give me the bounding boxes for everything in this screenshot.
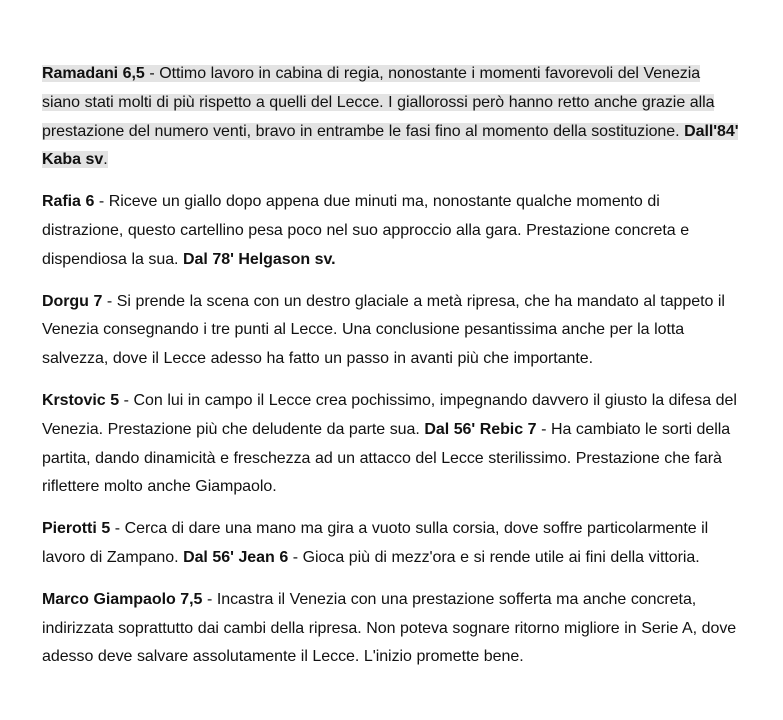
- rating-paragraph-ramadani: [42, 60, 742, 175]
- player-comment: - Ottimo lavoro in cabina di regia, nonostante i momenti favorevoli del Venezia siano stati molti di più rispetto a quelli del Lecce. I giallorossi però hanno retto anche grazie alla prestazione del numero venti, bravo in entrambe le fasi fino al momento della sostituzione.: [42, 65, 715, 140]
- player-comment: - Cerca di dare una mano ma gira a vuoto sulla corsia, dove soffre particolarmente il lavoro di Zampano.: [42, 520, 709, 566]
- rating-paragraph-krstovic: [42, 387, 742, 502]
- player-rating: Pierotti 5: [42, 520, 111, 538]
- substitute-rating: Dal 56' Rebic 7: [424, 420, 537, 438]
- article-body: [42, 60, 742, 685]
- player-comment: - Con lui in campo il Lecce crea pochissimo, impegnando davvero il giusto la difesa del Venezia. Prestazione più che deludente da parte sua.: [42, 391, 737, 438]
- punctuation: .: [103, 151, 108, 169]
- player-rating: Ramadani 6,5: [42, 65, 145, 82]
- player-rating: Krstovic 5: [42, 391, 120, 409]
- substitute-rating: Dal 56' Jean 6: [183, 548, 289, 566]
- selected-text-highlight[interactable]: [42, 65, 738, 168]
- rating-paragraph-dorgu: [42, 288, 742, 374]
- player-rating: Dorgu 7: [42, 292, 103, 310]
- player-comment: - Riceve un giallo dopo appena due minuti ma, nonostante qualche momento di distrazione, questo cartellino pesa poco nel suo approccio alla gara. Prestazione concreta e dispendiosa la sua.: [42, 193, 690, 268]
- rating-paragraph-coach: [42, 586, 742, 672]
- substitute-rating: Dal 78' Helgason sv.: [183, 250, 336, 268]
- player-comment: - Si prende la scena con un destro glaciale a metà ripresa, che ha mandato al tappeto il Venezia consegnando i tre punti al Lecce. Una conclusione pesantissima anche per la lotta salvezza, dove il Lecce adesso ha fatto un passo in avanti più che importante.: [42, 292, 725, 368]
- coach-rating: Marco Giampaolo 7,5: [42, 590, 203, 608]
- player-rating: Rafia 6: [42, 193, 95, 211]
- substitute-rating: Dall'84' Kaba sv: [42, 122, 739, 169]
- rating-paragraph-pierotti: [42, 515, 742, 573]
- substitute-comment: - Gioca più di mezz'ora e si rende utile ai fini della vittoria.: [288, 548, 700, 566]
- substitute-comment: - Ha cambiato le sorti della partita, dando dinamicità e freschezza ad un attacco del Lecce sterilissimo. Prestazione che farà riflettere molto anche Giampaolo.: [42, 420, 731, 496]
- rating-paragraph-rafia: [42, 188, 742, 274]
- coach-comment: - Incastra il Venezia con una prestazione sofferta ma anche concreta, indirizzata soprattutto dai cambi della ripresa. Non poteva sognare ritorno migliore in Serie A, dove adesso deve salvare assolutamente il Lecce. L'inizio promette bene.: [42, 590, 737, 666]
